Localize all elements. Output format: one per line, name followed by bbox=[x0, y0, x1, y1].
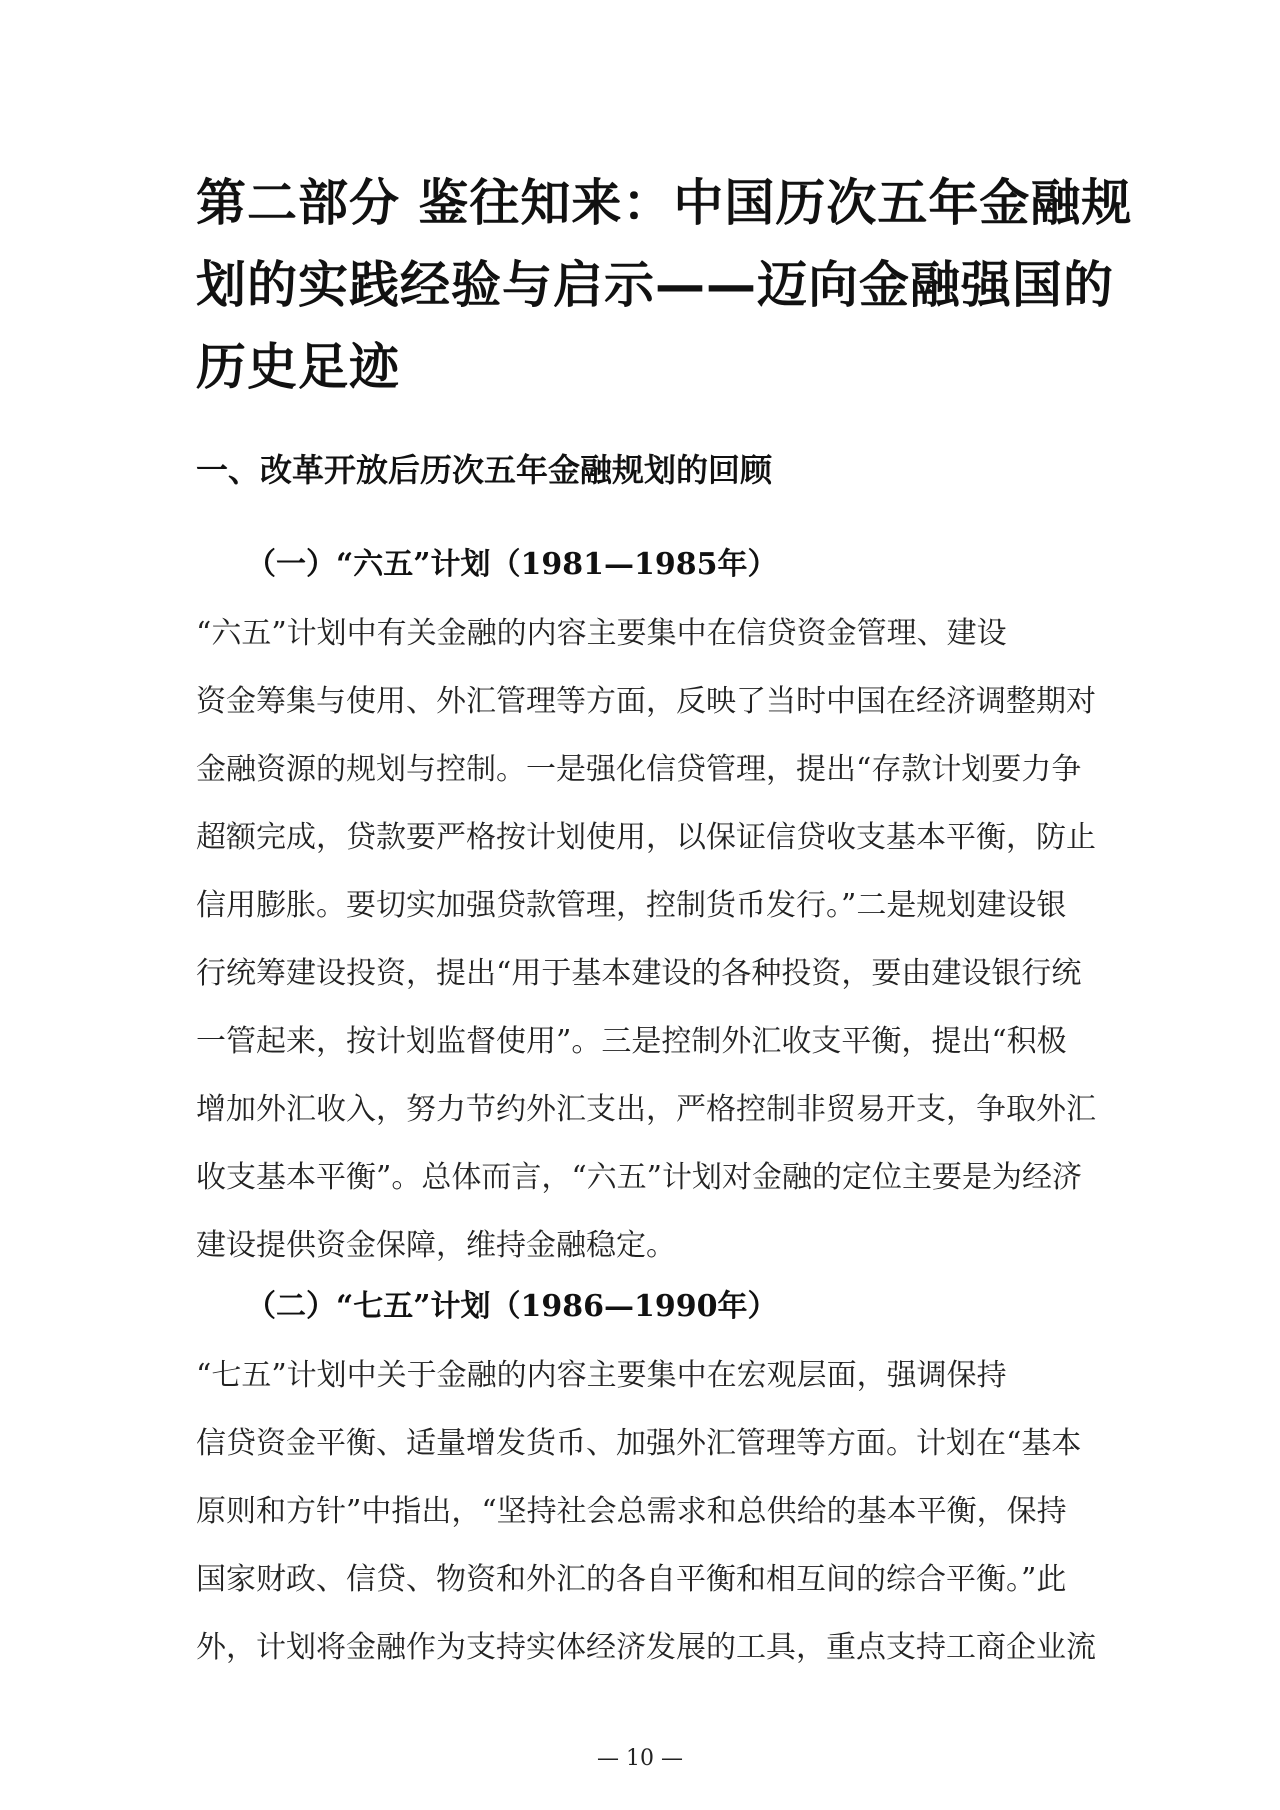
title-line: 第二部分 鉴往知来：中国历次五年金融规 bbox=[196, 174, 1133, 232]
paragraph-line: 超额完成，贷款要严格按计划使用，以保证信贷收支基本平衡，防止 bbox=[196, 820, 1096, 855]
paragraph-line: 金融资源的规划与控制。一是强化信贷管理，提出“存款计划要力争 bbox=[196, 752, 1082, 787]
paragraph-line: 建设提供资金保障，维持金融稳定。 bbox=[196, 1228, 676, 1263]
subsection-2-paragraph bbox=[196, 1342, 1096, 1682]
paragraph-line: 信贷资金平衡、适量增发货币、加强外汇管理等方面。计划在“基本 bbox=[196, 1426, 1082, 1461]
paragraph-line: 增加外汇收入，努力节约外汇支出，严格控制非贸易开支，争取外汇 bbox=[196, 1092, 1096, 1127]
page-title bbox=[196, 162, 1133, 408]
title-line: 划的实践经验与启示——迈向金融强国的 bbox=[196, 256, 1114, 314]
subsection-heading-1: （一）“六五”计划（1981—1985年） bbox=[246, 547, 778, 582]
subsection-1-paragraph bbox=[196, 600, 1096, 1280]
paragraph-line: 行统筹建设投资，提出“用于基本建设的各种投资，要由建设银行统 bbox=[196, 956, 1082, 991]
paragraph-line: 收支基本平衡”。总体而言，“六五”计划对金融的定位主要是为经济 bbox=[196, 1160, 1083, 1195]
title-line: 历史足迹 bbox=[196, 338, 400, 396]
paragraph-line: 原则和方针”中指出，“坚持社会总需求和总供给的基本平衡，保持 bbox=[196, 1494, 1067, 1529]
paragraph-line: 一管起来，按计划监督使用”。三是控制外汇收支平衡，提出“积极 bbox=[196, 1024, 1067, 1059]
paragraph-line: 资金筹集与使用、外汇管理等方面，反映了当时中国在经济调整期对 bbox=[196, 684, 1096, 719]
paragraph-line: 国家财政、信贷、物资和外汇的各自平衡和相互间的综合平衡。”此 bbox=[196, 1562, 1067, 1597]
paragraph-line: “六五”计划中有关金融的内容主要集中在信贷资金管理、建设 bbox=[196, 616, 1007, 651]
subsection-heading-2: （二）“七五”计划（1986—1990年） bbox=[246, 1289, 778, 1324]
paragraph-line: “七五”计划中关于金融的内容主要集中在宏观层面，强调保持 bbox=[196, 1358, 1007, 1393]
page-number: — 10 — bbox=[597, 1746, 683, 1771]
paragraph-line: 信用膨胀。要切实加强贷款管理，控制货币发行。”二是规划建设银 bbox=[196, 888, 1067, 923]
section-heading: 一、改革开放后历次五年金融规划的回顾 bbox=[196, 451, 773, 489]
paragraph-line: 外，计划将金融作为支持实体经济发展的工具，重点支持工商企业流 bbox=[196, 1630, 1096, 1665]
